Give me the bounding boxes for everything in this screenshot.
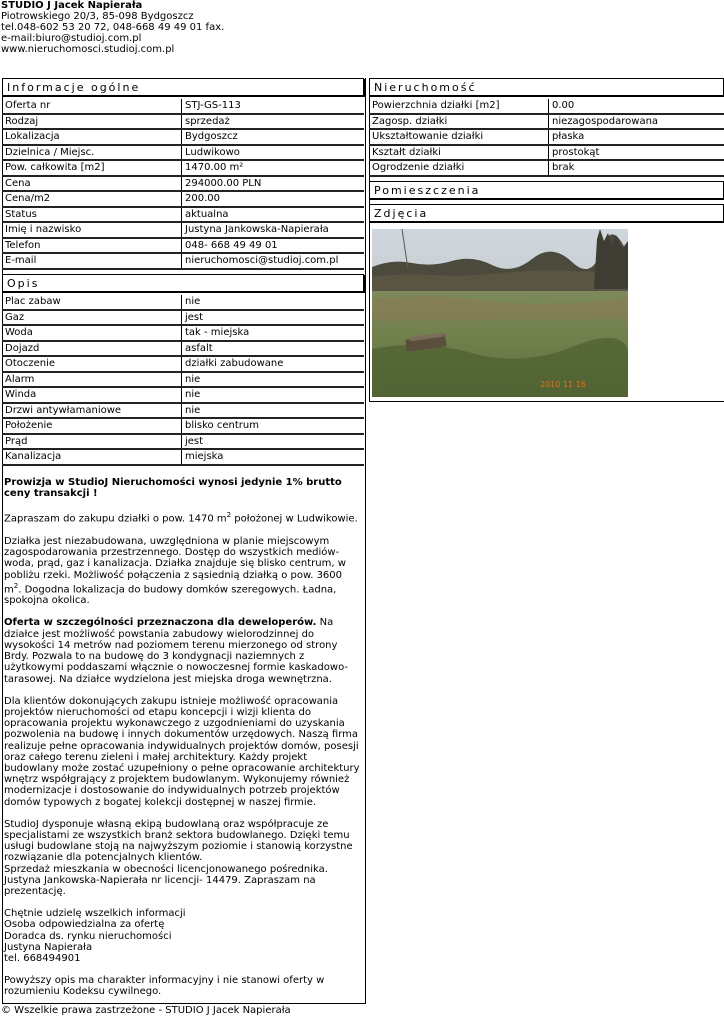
desc-paragraph-4: Dla klientów dokonujących zakupu istnieje możliwość opracowania projektów nieruchomości od etapu koncepcji i wizji klienta do opracowania projektu wykonawczego z uzgodnieniami do uzyskania pozwolenia na budowę i innych dokumentów urzędowych. Naszą firma realizuje pełne opracowania indywidualnych projektów domów, posesji oraz całego terenu zieleni i małej architektury. Każdy projekt budowlany może zostać uzupełniony o pełne opracowanie architektury wnętrz współgrający z projektem budowlanym. Wykonujemy również modernizacje i dostosowanie do indywidualnych potrzeb projektów domów typowych z bogatej kolekcji dostępnej w naszej firmie.	[4, 695, 360, 808]
opis-title: Opis	[2, 274, 364, 292]
row-value: jest	[182, 434, 365, 450]
table-row	[2, 238, 364, 254]
row-label: Plac zabaw	[2, 295, 182, 310]
row-label: Woda	[2, 325, 182, 341]
table-row	[2, 160, 364, 176]
row-value: blisko centrum	[182, 418, 365, 434]
row-label: Status	[2, 207, 182, 223]
table-row	[2, 325, 364, 341]
row-label: Oferta nr	[2, 99, 182, 114]
row-label: Rodzaj	[2, 114, 182, 130]
row-value: prostokąt	[549, 145, 724, 161]
property-section	[369, 78, 724, 177]
company-phone: tel.048-602 53 20 72, 048-668 49 49 01 fax.	[1, 22, 225, 33]
photos-title: Zdjęcia	[369, 204, 724, 222]
table-row	[2, 207, 364, 223]
row-label: Dzielnica / Miejsc.	[2, 145, 182, 161]
company-email: e-mail:biuro@studioj.com.pl	[1, 33, 142, 44]
row-label: Zagosp. działki	[369, 114, 549, 130]
disclaimer: Powyższy opis ma charakter informacyjny i nie stanowi oferty w rozumieniu Kodeksu cywilnego.	[4, 975, 325, 998]
row-label: E-mail	[2, 253, 182, 269]
property-table	[369, 99, 724, 177]
row-label: Kanalizacja	[2, 449, 182, 465]
table-row	[2, 145, 364, 161]
table-row	[2, 356, 364, 372]
table-row	[2, 403, 364, 419]
table-row	[2, 114, 364, 130]
row-label: Ukształtowanie działki	[369, 129, 549, 145]
row-value: nie	[182, 295, 365, 310]
row-label: Cena	[2, 176, 182, 192]
row-value: działki zabudowane	[182, 356, 365, 372]
row-value: nie	[182, 403, 365, 419]
table-row	[2, 310, 364, 326]
photo-date-stamp: 2010 11 16	[540, 380, 586, 389]
row-label: Otoczenie	[2, 356, 182, 372]
opis-table	[2, 295, 364, 466]
table-row	[2, 295, 364, 310]
table-row	[369, 114, 724, 130]
rooms-title: Pomieszczenia	[369, 181, 724, 199]
row-label: Cena/m2	[2, 191, 182, 207]
row-value: nie	[182, 372, 365, 388]
table-row	[2, 176, 364, 192]
row-label: Lokalizacja	[2, 129, 182, 145]
row-label: Gaz	[2, 310, 182, 326]
contact-block: Chętnie udzielę wszelkich informacji Osoba odpowiedzialna za ofertę Doradca ds. rynku nieruchomości Justyna Napierała tel. 668494901	[4, 908, 186, 964]
table-row	[2, 129, 364, 145]
row-label: Pow. całkowita [m2]	[2, 160, 182, 176]
row-value: tak - miejska	[182, 325, 365, 341]
row-label: Winda	[2, 387, 182, 403]
property-photo[interactable]	[372, 229, 628, 397]
copyright-footer: © Wszelkie prawa zastrzeżone - STUDIO J Jacek Napierała	[1, 1005, 291, 1016]
row-value: aktualna	[182, 207, 365, 223]
desc-paragraph-3: Oferta w szczególności przeznaczona dla deweloperów. Na działce jest możliwość powstania zabudowy wielorodzinnej do wysokości 14 metrów nad poziomem terenu mierzonego od strony Brdy. Pozwala to na budowę do 3 kondygnacji naziemnych z użytkowymi poddaszami włącznie o nowoczesnej formie kaskadowo-tarasowej. Na działce wydzielona jest miejska droga wewnętrzna.	[4, 617, 348, 685]
desc-paragraph-5: StudioJ dysponuje własną ekipą budowlaną oraz współpracuje ze specjalistami ze wszystkich branż sektora budowlanego. Dzięki temu usługi budowlane stoją na najwyższym poziomie i stanowią korzystne rozwiązanie dla potencjalnych klientów. Sprzedaż mieszkania w obecności licencjonowanego pośrednika. Justyna Jankowska-Napierała nr licencji- 14479. Zapraszam na prezentację.	[4, 818, 353, 897]
row-value: jest	[182, 310, 365, 326]
row-value: Ludwikowo	[182, 145, 365, 161]
desc-paragraph-1: Zapraszam do zakupu działki o pow. 1470 $m^2$ położonej w Ludwikowie.	[4, 511, 358, 525]
table-row	[2, 99, 364, 114]
row-value: nieruchomosci@studioj.com.pl	[182, 253, 365, 269]
row-value: 294000.00 PLN	[182, 176, 365, 192]
row-value: Bydgoszcz	[182, 129, 365, 145]
photos-section	[369, 204, 724, 222]
row-label: Telefon	[2, 238, 182, 254]
table-row	[2, 387, 364, 403]
table-row	[2, 449, 364, 465]
row-value: niezagospodarowana	[549, 114, 724, 130]
row-value: nie	[182, 387, 365, 403]
opis-section	[2, 274, 364, 466]
row-value: 1470.00 m²	[182, 160, 365, 176]
commission-note: Prowizja w StudioJ Nieruchomości wynosi jedynie 1% brutto ceny transakcji !	[4, 477, 342, 500]
company-www[interactable]: www.nieruchomosci.studioj.com.pl	[1, 44, 175, 55]
row-label: Prąd	[2, 434, 182, 450]
property-title: Nieruchomość	[369, 78, 724, 96]
row-value: 048- 668 49 49 01	[182, 238, 365, 254]
table-row	[2, 341, 364, 357]
row-label: Kształt działki	[369, 145, 549, 161]
row-value: STJ-GS-113	[182, 99, 365, 114]
row-value: sprzedaż	[182, 114, 365, 130]
company-header	[1, 0, 224, 55]
company-address: Piotrowskiego 20/3, 85-098 Bydgoszcz	[1, 11, 194, 22]
row-value: płaska	[549, 129, 724, 145]
table-row	[2, 418, 364, 434]
row-value: miejska	[182, 449, 365, 465]
table-row	[2, 222, 364, 238]
table-row	[369, 129, 724, 145]
table-row	[2, 191, 364, 207]
table-row	[2, 253, 364, 269]
desc-paragraph-2: Działka jest niezabudowana, uwzględniona w planie miejscowym zagospodarowania przestrzennego. Dostęp do wszystkich mediów- woda, prąd, gaz i kanalizacja. Działka znajduje się blisko centrum, w pobliżu rzeki. Możliwość połączenia z sąsiednią działką o pow. 3600 $m^2$. Dogodna lokalizacja do budowy domków szeregowych. Ładna, spokojna okolica.	[4, 535, 346, 607]
company-name: STUDIO J Jacek Napierała	[1, 0, 143, 11]
row-label: Alarm	[2, 372, 182, 388]
row-value: 0.00	[549, 99, 724, 114]
row-label: Dojazd	[2, 341, 182, 357]
row-label: Położenie	[2, 418, 182, 434]
row-value: Justyna Jankowska-Napierała	[182, 222, 365, 238]
offer-description	[4, 477, 360, 1009]
row-value: 200.00	[182, 191, 365, 207]
row-value: asfalt	[182, 341, 365, 357]
row-value: brak	[549, 160, 724, 176]
table-row	[369, 145, 724, 161]
table-row	[2, 372, 364, 388]
general-info-title: Informacje ogólne	[2, 78, 364, 96]
row-label: Powierzchnia działki [m2]	[369, 99, 549, 114]
rooms-section	[369, 181, 724, 199]
row-label: Imię i nazwisko	[2, 222, 182, 238]
row-label: Drzwi antywłamaniowe	[2, 403, 182, 419]
general-info-table	[2, 99, 364, 270]
table-row	[2, 434, 364, 450]
general-info-section	[2, 78, 364, 270]
table-row	[369, 160, 724, 176]
table-row	[369, 99, 724, 114]
row-label: Ogrodzenie działki	[369, 160, 549, 176]
